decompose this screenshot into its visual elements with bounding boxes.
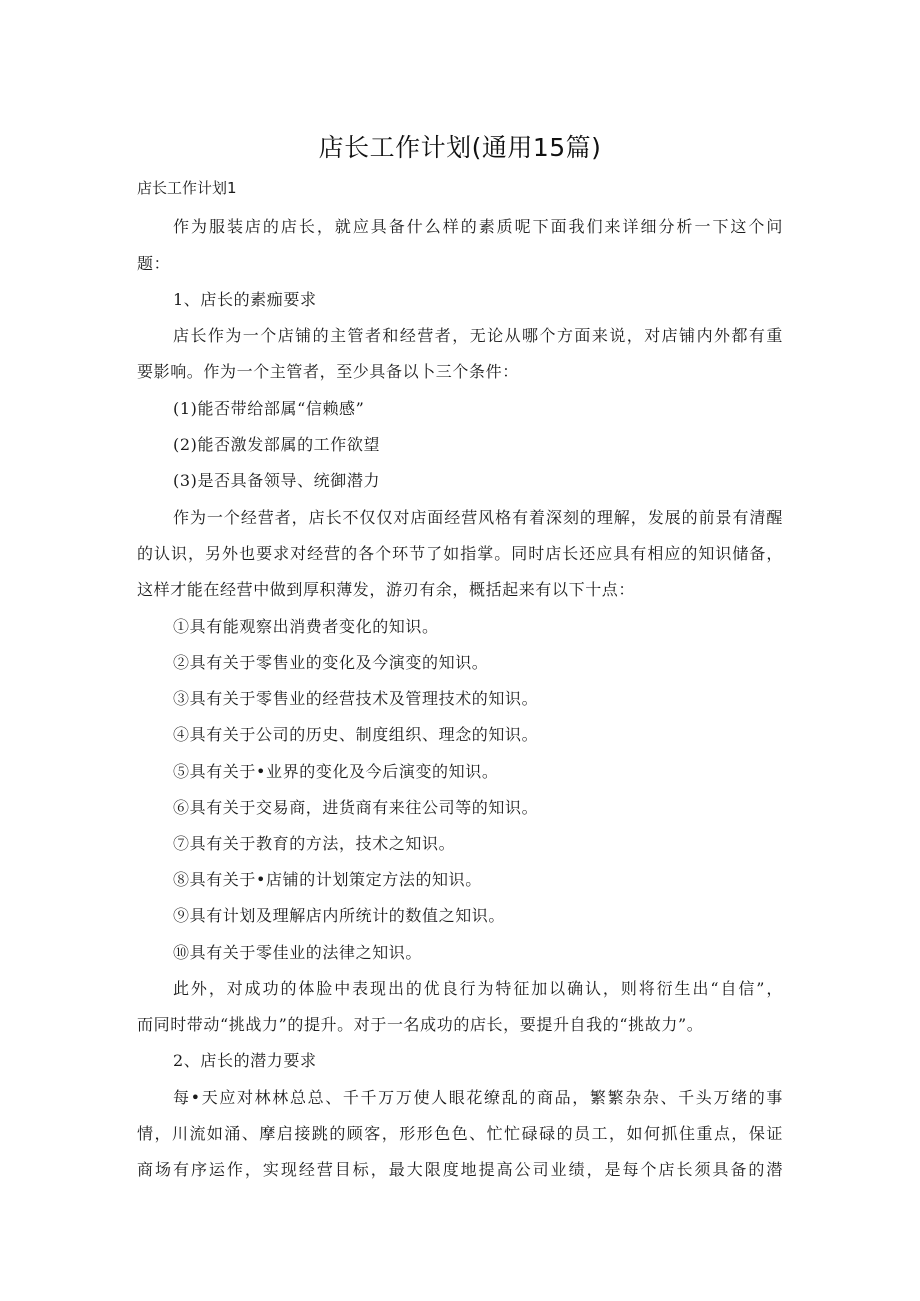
list-item: (1)能否带给部属“信赖感”: [173, 399, 365, 418]
paragraph-line: 作为一个经营者，店长不仅仅对店面经营风格有着深刻的理解，发展的前景有清醒: [173, 508, 783, 527]
list-item: ③具有关于零售业的经营技术及管理技术的知识。: [173, 689, 539, 708]
section-heading: 2、店长的潜力要求: [173, 1051, 317, 1070]
paragraph-line: 商场有序运作，实现经营目标，最大限度地提高公司业绩，是每个店长须具备的潜: [137, 1160, 783, 1179]
list-item: ⑩具有关于零佳业的法律之知识。: [173, 943, 423, 962]
paragraph-line: 要影响。作为一个主管者，至少具备以卜三个条件：: [137, 362, 519, 381]
section-heading: 1、店长的素痂要求: [173, 290, 317, 309]
list-item: ④具有关于公司的历史、制度组织、理念的知识。: [173, 725, 539, 744]
paragraph-line: 情，川流如涌、摩启接跳的顾客，形形色色、忙忙碌碌的员工，如何抓住重点，保证: [137, 1124, 783, 1143]
paragraph-line: 而同时带动“挑战力”的提升。对于一名成功的店长，要提升自我的“挑故力”。: [137, 1015, 704, 1034]
list-item: ①具有能观察出消费者变化的知识。: [173, 617, 439, 636]
list-item: ⑧具有关于•店铺的计划策定方法的知识。: [173, 870, 482, 889]
paragraph-line: 每•天应对林林总总、千千万万使人眼花缭乱的商品，繁繁杂杂、千头万绪的事: [173, 1088, 783, 1107]
paragraph-line: 店长作为一个店铺的主管者和经营者，无论从哪个方面来说，对店铺内外都有重: [173, 326, 783, 345]
document-title: 店长工作计划(通用15篇): [318, 133, 602, 162]
list-item: ②具有关于零售业的变化及今演变的知识。: [173, 653, 489, 672]
list-item: (2)能否激发部属的工作欲望: [173, 435, 381, 454]
paragraph-line: 作为服装店的店长，就应具备什么样的素质呢下面我们来详细分析一下这个问: [173, 217, 783, 236]
list-item: (3)是否具备领导、统御潜力: [173, 471, 381, 490]
list-item: ⑦具有关于教育的方法，技术之知识。: [173, 834, 456, 853]
paragraph-line: 的认识，另外也要求对经营的各个环节了如指掌。同时店长还应具有相应的知识储备，: [137, 544, 783, 563]
paragraph-line: 这样才能在经营中做到厚积薄发，游刃有余，概括起来有以下十点：: [137, 580, 636, 599]
section-subtitle: 店长工作计划1: [137, 179, 237, 197]
list-item: ⑥具有关于交易商，进货商有来往公司等的知识。: [173, 798, 539, 817]
list-item: ⑨具有计划及理解店内所统计的数值之知识。: [173, 906, 506, 925]
paragraph-line: 此外，对成功的体脸中表现出的优良行为特征加以确认，则将衍生出“自信”，: [173, 979, 783, 998]
list-item: ⑤具有关于•业界的变化及今后演变的知识。: [173, 762, 499, 781]
paragraph-line: 题：: [137, 254, 171, 273]
